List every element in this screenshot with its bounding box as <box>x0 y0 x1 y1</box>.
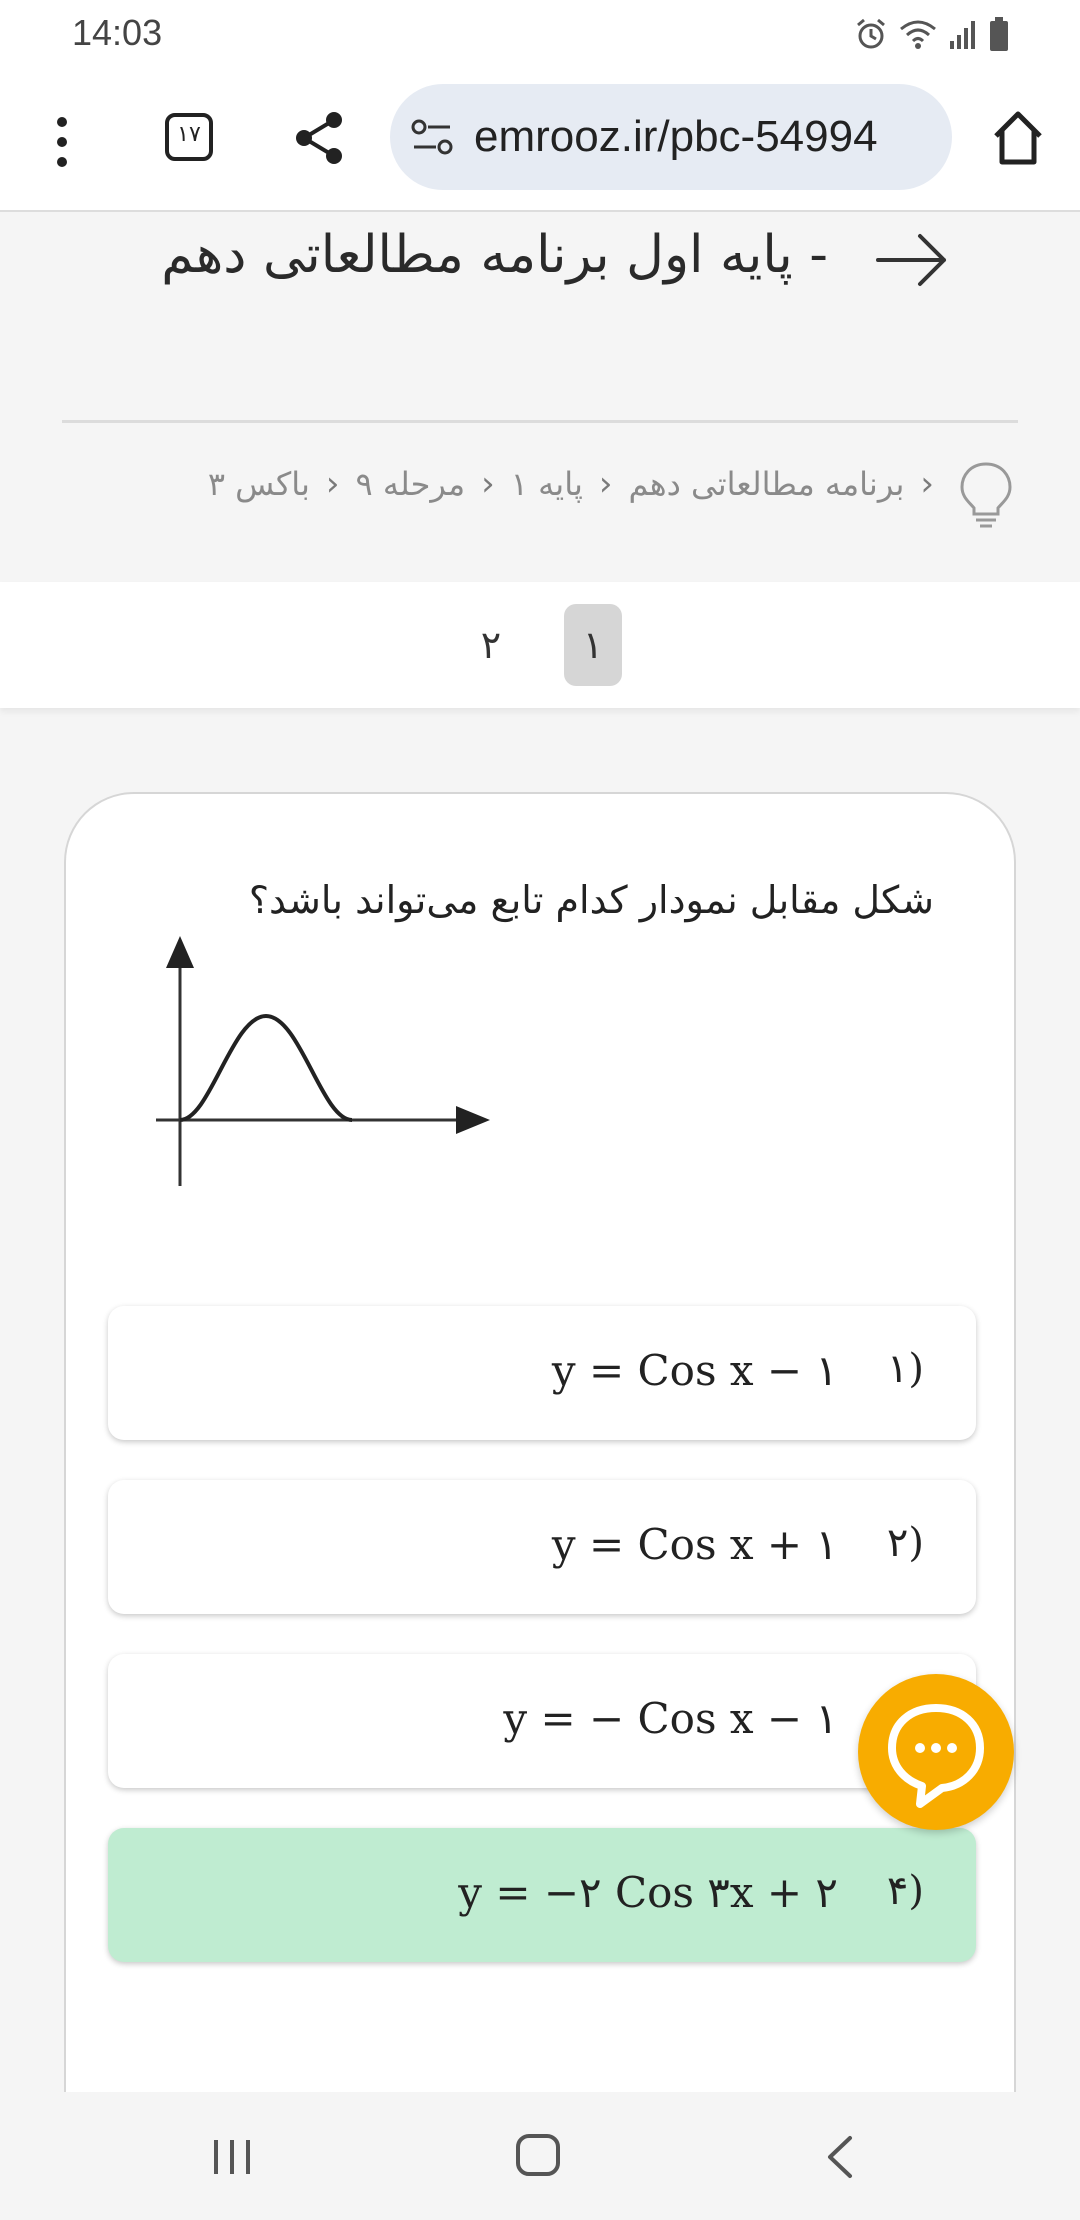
browser-toolbar <box>0 70 1080 212</box>
page-header <box>0 212 1080 582</box>
option-equation: y = Cos x − ۱ <box>551 1346 838 1395</box>
back-icon[interactable] <box>820 2132 860 2182</box>
url-text[interactable]: emrooz.ir/pbc-54994 <box>474 112 878 161</box>
home-nav-icon[interactable] <box>514 2130 562 2180</box>
chat-bubble-icon <box>858 1674 1014 1830</box>
share-icon[interactable] <box>292 110 348 166</box>
tab-count: ۱۷ <box>177 122 201 147</box>
option-number: (۴ <box>886 1868 924 1914</box>
option-equation: y = Cos x + ۱ <box>551 1520 838 1569</box>
chevron-left-icon: ‹ <box>325 464 340 504</box>
function-graph <box>146 936 496 1198</box>
page-title: - پایه اول برنامه مطالعاتی دهم <box>161 225 828 285</box>
status-icons <box>854 14 1010 54</box>
question-card <box>64 792 1016 2092</box>
system-nav-bar <box>0 2092 1080 2220</box>
breadcrumb-item[interactable]: مرحله ۹ <box>355 465 466 503</box>
home-icon[interactable] <box>990 108 1046 168</box>
alarm-icon <box>854 17 888 51</box>
divider <box>62 420 1018 423</box>
option-4-correct[interactable] <box>108 1828 976 1962</box>
breadcrumb-item[interactable]: پایه ۱ <box>510 465 583 503</box>
chat-button[interactable] <box>858 1674 1014 1830</box>
breadcrumb-item[interactable]: باکس ۳ <box>207 465 310 503</box>
x-axis-arrow <box>456 1106 490 1134</box>
recent-apps-icon[interactable] <box>208 2132 256 2182</box>
question-text: شکل مقابل نمودار کدام تابع می‌تواند باشد؟ <box>248 878 934 922</box>
option-equation: y = −۲ Cos ۳x + ۲ <box>458 1868 838 1917</box>
option-1[interactable] <box>108 1306 976 1440</box>
breadcrumb <box>208 464 934 504</box>
status-bar <box>0 0 1080 70</box>
option-3[interactable] <box>108 1654 976 1788</box>
tab-switcher-button[interactable] <box>164 112 214 162</box>
page-button-1[interactable]: ۱ <box>564 604 622 686</box>
chevron-left-icon: ‹ <box>598 464 613 504</box>
arrow-right-icon[interactable] <box>874 230 950 290</box>
wifi-icon <box>898 17 938 51</box>
breadcrumb-item[interactable]: برنامه مطالعاتی دهم <box>628 465 905 503</box>
page-button-2[interactable]: ۲ <box>480 623 502 667</box>
option-2[interactable] <box>108 1480 976 1614</box>
more-options-icon[interactable] <box>42 112 82 172</box>
address-bar[interactable] <box>390 84 952 190</box>
lightbulb-icon <box>956 460 1016 530</box>
chevron-left-icon: ‹ <box>920 464 934 504</box>
option-number: (۱ <box>886 1346 924 1392</box>
curve <box>180 1016 352 1120</box>
site-settings-icon[interactable] <box>410 117 454 157</box>
signal-icon <box>948 17 978 51</box>
option-number: (۲ <box>886 1520 924 1566</box>
battery-icon <box>988 16 1010 52</box>
chevron-left-icon: ‹ <box>481 464 495 504</box>
option-equation: y = − Cos x − ۱ <box>503 1694 838 1743</box>
y-axis-arrow <box>166 936 194 968</box>
pagination <box>0 582 1080 708</box>
status-time: 14:03 <box>72 12 163 53</box>
